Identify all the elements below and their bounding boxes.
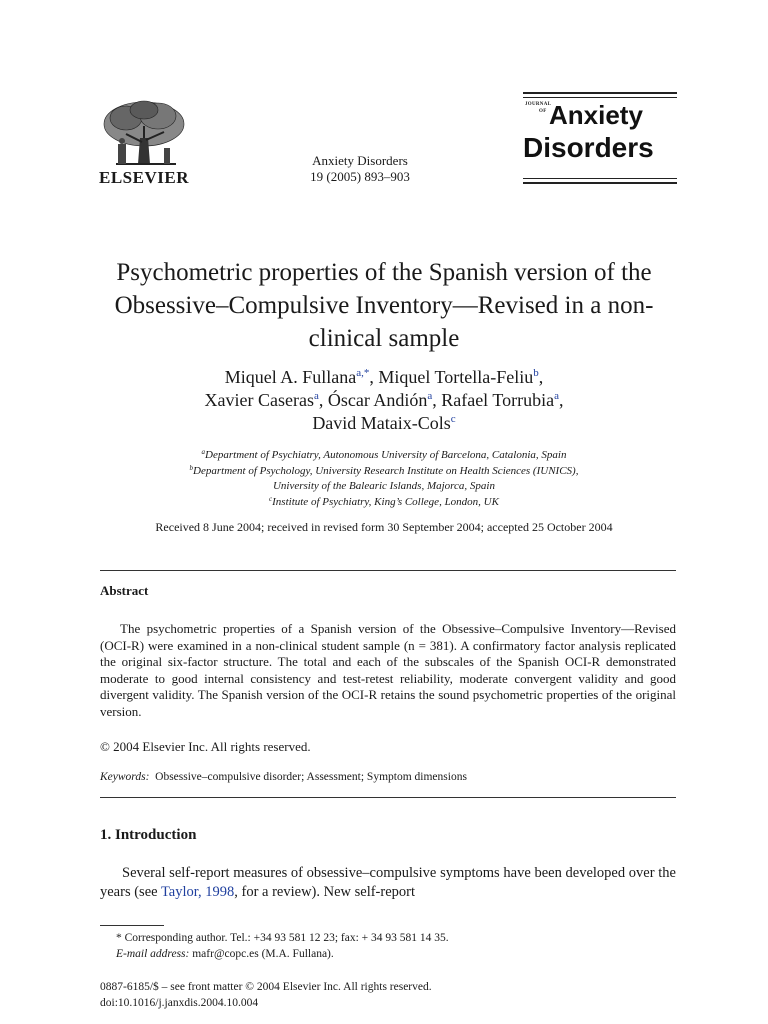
email-value[interactable]: mafr@copc.es (M.A. Fullana). [192,948,334,960]
affiliation-c [80,495,688,511]
author-name: Xavier Caseras [204,390,314,410]
journal-name: Anxiety Disorders [312,153,408,168]
email-line [100,946,676,962]
author-name: Rafael Torrubia [441,390,555,410]
author-name: Miquel Tortella-Feliu [378,367,534,387]
keywords-label: Keywords: [100,771,150,783]
author-sup[interactable]: a,* [356,367,370,379]
author-line-1 [80,366,688,389]
author-sup[interactable]: c [450,413,456,425]
email-label: E-mail address: [116,948,190,960]
affiliation-b [80,464,688,480]
section-heading-introduction: 1. Introduction [100,827,197,843]
affiliation-text: Institute of Psychiatry, King’s College, London, UK [272,495,499,508]
divider [100,797,676,798]
doi-line[interactable]: doi:10.1016/j.janxdis.2004.10.004 [100,997,259,1009]
author-line-2 [80,389,688,412]
journal-logo-small-1: JOURNAL [525,102,552,107]
author-sep: , [369,367,379,387]
keywords [100,771,676,783]
affiliations [80,448,688,510]
article-title: Psychometric properties of the Spanish version of the Obsessive–Compulsive Inventory—Revised in a non-clinical sample [114,259,654,352]
corresponding-author: * Corresponding author. Tel.: +34 93 581 12 23; fax: + 34 93 581 14 35. [116,932,449,944]
intro-text: , for a review). New self-report [234,884,416,900]
keywords-text: Obsessive–compulsive disorder; Assessment; Symptom dimensions [155,771,467,783]
author-sup[interactable]: b [533,367,539,379]
affiliation-a [80,448,688,464]
journal-logo-word-2: Disorders [523,132,654,163]
citation-link[interactable]: Taylor, 1998 [160,884,235,900]
publisher-name: ELSEVIER [99,168,189,187]
intro-text: Several self-report measures of obsessive–compulsive symptoms have been developed over the years (see [100,865,676,900]
affiliation-b-cont [80,479,688,495]
issn-line: 0887-6185/$ – see front matter © 2004 Elsevier Inc. All rights reserved. [100,981,432,993]
abstract-body: The psychometric properties of a Spanish version of the Obsessive–Compulsive Inventory—Revised (OCI-R) were examined in a non-clinical student sample (n = 381). A confirmatory factor analysis replicated the original six-factor structure. The total and each of the subscales of the Spanish OCI-R demonstrated moderate to good internal consistency and test-retest reliability, moderate convergent validity and good divergent validity. The Spanish version of the OCI-R retains the sound psychometric properties of the original version. [100,621,676,719]
affiliation-sup: a [201,448,206,456]
author-name: Miquel A. Fullana [224,367,357,387]
footnote-rule [100,925,164,926]
affiliation-text: Department of Psychiatry, Autonomous University of Barcelona, Catalonia, Spain [205,449,567,461]
journal-logo-small-2: OF [539,109,547,114]
author-sup[interactable]: a [554,390,559,402]
affiliation-text: Department of Psychology, University Research Institute on Health Sciences (IUNICS), [193,464,579,477]
author-sep: , [538,367,544,387]
divider [100,570,676,571]
abstract-copyright: © 2004 Elsevier Inc. All rights reserved. [100,739,311,754]
affiliation-sup: b [189,463,194,472]
author-name: Óscar Andión [327,390,428,410]
journal-logo-word-1: Anxiety [549,100,643,130]
abstract-heading: Abstract [100,583,149,598]
author-name: David Mataix-Cols [312,413,451,433]
author-sup[interactable]: a [427,390,433,402]
author-sep: , [558,390,564,410]
front-matter [100,979,676,1011]
volume-pages: 19 (2005) 893–903 [310,169,410,184]
author-sup[interactable]: a [313,390,319,402]
affiliation-text: University of the Balearic Islands, Majorca, Spain [272,480,495,492]
author-line-3 [80,412,688,435]
author-list [80,366,688,435]
author-sep: , [318,390,328,410]
journal-citation [290,153,430,185]
received-dates: Received 8 June 2004; received in revised form 30 September 2004; accepted 25 October 2004 [155,520,613,534]
author-sep: , [432,390,442,410]
introduction-paragraph [100,864,676,902]
affiliation-sup: c [269,494,273,503]
footnote [100,930,676,962]
journal-logo [523,92,677,184]
